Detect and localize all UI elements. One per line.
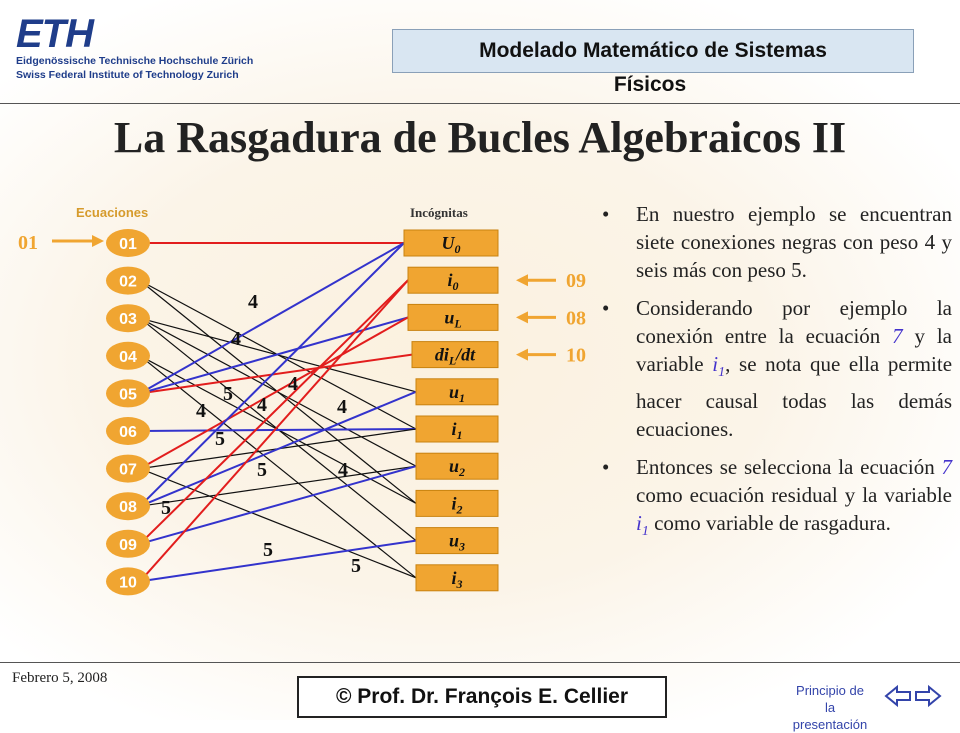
edge-weight: 5	[161, 497, 171, 519]
equation-node	[106, 342, 150, 370]
equation-node	[106, 417, 150, 445]
bullet-highlight: i	[636, 511, 642, 536]
course-title-line-2: Físicos	[613, 73, 687, 96]
bullet-dot-icon: •	[602, 296, 610, 320]
bullet-highlight: i	[712, 352, 719, 376]
edge-weight: 4	[337, 396, 347, 418]
edge-weight: 5	[351, 555, 361, 577]
connection-eq3-var6	[140, 318, 416, 466]
footer-divider	[0, 662, 960, 663]
home-link-line-2: presentación	[792, 717, 868, 732]
connection-eq8-var0	[140, 243, 404, 506]
bullet-dot-icon: •	[602, 455, 610, 480]
unknown-label: $u_1$	[448, 381, 466, 405]
arrow-left-icon[interactable]	[884, 684, 912, 708]
unknowns-header: Incógnitas	[410, 205, 468, 220]
right-marker-label: 10	[566, 344, 586, 367]
bullet-text: En nuestro ejemplo se encuentran siete conexiones negras con peso 4 y seis más con peso 5.	[636, 202, 952, 282]
left-marker-arrowhead	[92, 235, 104, 247]
bullet-text: y la variable	[636, 324, 953, 376]
equation-label: 04	[119, 348, 137, 366]
course-title: Modelado Matemático de Sistemas	[392, 29, 914, 73]
unknown-node	[412, 342, 498, 368]
equation-node	[106, 379, 150, 407]
unknown-label: $u_2$	[448, 456, 466, 480]
eth-logo	[16, 12, 254, 84]
bullet-text: como ecuación residual y la variable	[636, 483, 952, 508]
edge-weight: 4	[231, 328, 241, 350]
unknown-label: $i_0$	[447, 270, 459, 294]
equation-node	[106, 304, 150, 332]
bullet-text: Entonces se selecciona la ecuación	[636, 455, 942, 480]
bullet-highlight: 7	[892, 324, 903, 348]
column-headers	[76, 205, 468, 220]
equation-label: 07	[119, 461, 137, 479]
connection-eq4-var9	[140, 356, 416, 578]
connection-eq5-var3	[140, 355, 412, 394]
equation-node	[106, 229, 150, 257]
bullet-item	[602, 453, 952, 546]
edge-weight: 4	[338, 459, 348, 481]
right-marker	[516, 345, 586, 367]
equation-label: 08	[119, 499, 137, 517]
causality-markers	[18, 232, 586, 367]
connection-eq6-var5	[140, 429, 416, 431]
unknown-node	[404, 230, 498, 256]
bullet-list	[602, 200, 952, 556]
edge-weight: 4	[196, 400, 206, 422]
equation-label: 06	[119, 424, 137, 441]
bullet-item	[602, 200, 952, 284]
unknown-node	[408, 304, 498, 330]
unknown-node	[416, 565, 498, 591]
equation-node	[106, 455, 150, 483]
equation-node	[106, 492, 150, 520]
connection-lines	[140, 243, 416, 581]
equation-node	[106, 267, 150, 295]
right-marker-label: 09	[566, 270, 586, 293]
connection-eq9-var6	[140, 466, 416, 544]
eth-logo-mark: ETH	[16, 12, 93, 56]
right-marker-arrowhead	[516, 349, 528, 361]
left-marker	[18, 232, 104, 254]
edge-weight: 4	[248, 291, 258, 313]
edge-weight: 4	[288, 373, 298, 395]
equation-label: 02	[119, 273, 137, 291]
equations-header: Ecuaciones	[76, 205, 149, 220]
equation-nodes	[106, 229, 150, 595]
left-marker-label: 01	[18, 232, 38, 254]
equation-node	[106, 567, 150, 595]
unknown-label: $U_0$	[441, 233, 461, 256]
unknown-label: $u_3$	[448, 530, 466, 554]
equation-label: 05	[119, 386, 137, 404]
date-label: Febrero 5, 2008	[12, 670, 108, 686]
right-marker-arrowhead	[516, 274, 528, 286]
bullet-text: , se nota que ella permite hacer causal todas las demás ecuaciones.	[636, 352, 953, 442]
unknown-label: $i_1$	[451, 419, 463, 442]
bullet-item	[602, 294, 952, 443]
connection-eq8-var6	[140, 466, 416, 506]
unknown-node	[416, 379, 498, 405]
slide-title: La Rasgadura de Bucles Algebraicos II	[113, 113, 847, 162]
edge-weight: 5	[215, 428, 225, 450]
bullet-dot-icon: •	[602, 202, 610, 226]
unknown-label: $i_3$	[451, 567, 463, 591]
arrow-right-icon[interactable]	[914, 684, 942, 708]
unknown-label: $di_L/dt$	[434, 344, 476, 368]
equation-node	[106, 530, 150, 558]
eth-logo-line-2: Swiss Federal Institute of Technology Zurich	[16, 69, 239, 81]
equation-label: 10	[119, 574, 137, 592]
edge-weight: 5	[263, 539, 273, 561]
right-marker-label: 08	[566, 307, 586, 330]
unknown-nodes	[404, 230, 498, 591]
bullet-highlight: 1	[718, 365, 726, 381]
right-marker	[516, 270, 586, 292]
eth-logo-line-1: Eidgenössische Technische Hochschule Zürich	[16, 55, 254, 67]
right-marker	[516, 307, 586, 329]
unknown-label: $u_L$	[444, 307, 462, 331]
bipartite-graph	[0, 195, 600, 615]
unknown-node	[416, 453, 498, 479]
edge-weight: 4	[257, 394, 267, 416]
author-box: © Prof. Dr. François E. Cellier	[297, 676, 667, 718]
connection-eq5-var0	[140, 243, 404, 393]
right-marker-arrowhead	[516, 311, 528, 323]
bullet-text: como variable de rasgadura.	[648, 511, 891, 536]
equation-label: 01	[119, 236, 137, 253]
header-divider	[0, 103, 960, 104]
equation-label: 03	[119, 311, 137, 329]
bullet-text: Considerando por ejemplo la conexión entre la ecuación	[636, 296, 952, 348]
unknown-node	[416, 528, 498, 554]
bullet-highlight: 1	[641, 524, 649, 540]
bullet-highlight: 7	[941, 455, 952, 480]
edge-weight-labels	[161, 291, 361, 577]
edge-weight: 5	[223, 383, 233, 405]
edge-weight: 5	[257, 459, 267, 481]
equation-label: 09	[119, 536, 137, 554]
unknown-node	[416, 416, 498, 442]
home-link[interactable]	[790, 682, 870, 733]
home-link-line-1: Principio de la	[796, 683, 864, 715]
unknown-label: $i_2$	[451, 493, 463, 517]
unknown-node	[408, 267, 498, 293]
unknown-node	[416, 490, 498, 516]
